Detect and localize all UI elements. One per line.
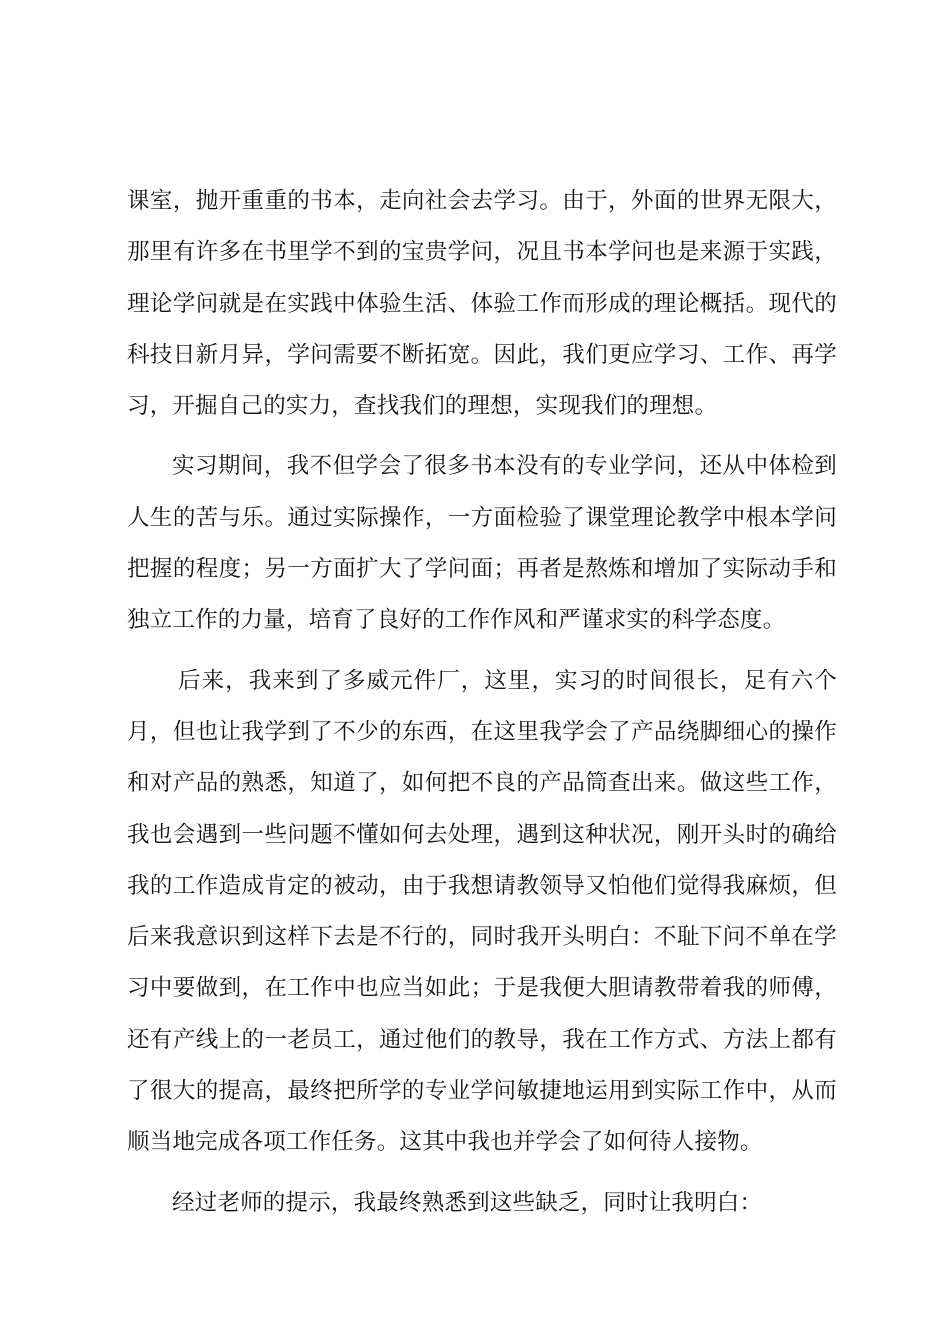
text-line: 和对产品的熟悉，知道了，如何把不良的产品筒查出来。做这些工作， [127,770,837,797]
text-line: 人生的苦与乐。通过实际操作，一方面检验了课堂理论教学中根本学问 [127,504,837,531]
text-line: 月，但也让我学到了不少的东西，在这里我学会了产品绕脚细心的操作 [127,718,837,745]
text-line: 那里有许多在书里学不到的宝贵学问，况且书本学问也是来源于实践， [127,239,837,266]
text-line: 了很大的提高，最终把所学的专业学问敏捷地运用到实际工作中，从而 [127,1078,837,1105]
text-line: 经过老师的提示，我最终熟悉到这些缺乏，同时让我明白： [172,1189,763,1216]
paragraph-gap [127,432,837,441]
text-line: 理论学问就是在实践中体验生活、体验工作而形成的理论概括。现代的 [127,290,837,317]
text-line: 科技日新月异，学问需要不断拓宽。因此，我们更应学习、工作、再学 [127,341,837,368]
text-line: 课室，抛开重重的书本，走向社会去学习。由于，外面的世界无限大， [127,188,837,214]
paragraph-gap [127,647,837,656]
text-line: 习中要做到，在工作中也应当如此；于是我便大胆请教带着我的师傅， [127,975,837,1002]
document-body [127,176,837,1229]
text-line: 后来我意识到这样下去是不行的，同时我开头明白：不耻下问不单在学 [127,924,837,951]
text-line: 我的工作造成肯定的被动，由于我想请教领导又怕他们觉得我麻烦，但 [127,872,837,899]
paragraph [127,441,837,646]
text-line: 顺当地完成各项工作任务。这其中我也并学会了如何待人接物。 [127,1129,763,1156]
text-line: 后来，我来到了多威元件厂，这里，实习的时间很长，足有六个 [178,667,837,694]
text-line: 我也会遇到一些问题不懂如何去处理，遇到这种状况，刚开头时的确给 [127,821,837,848]
text-line: 把握的程度；另一方面扩大了学问面；再者是熬炼和增加了实际动手和 [127,556,837,583]
text-line: 实习期间，我不但学会了很多书本没有的专业学问，还从中体检到 [172,453,837,480]
paragraph-gap [127,1169,837,1178]
paragraph [127,176,837,432]
text-line: 习，开掘自己的实力，查找我们的理想，实现我们的理想。 [127,393,718,420]
paragraph [127,656,837,1169]
text-line: 独立工作的力量，培育了良好的工作作风和严谨求实的科学态度。 [127,607,786,634]
paragraph [127,1178,837,1229]
text-line: 还有产线上的一老员工，通过他们的教导，我在工作方式、方法上都有 [127,1026,837,1053]
